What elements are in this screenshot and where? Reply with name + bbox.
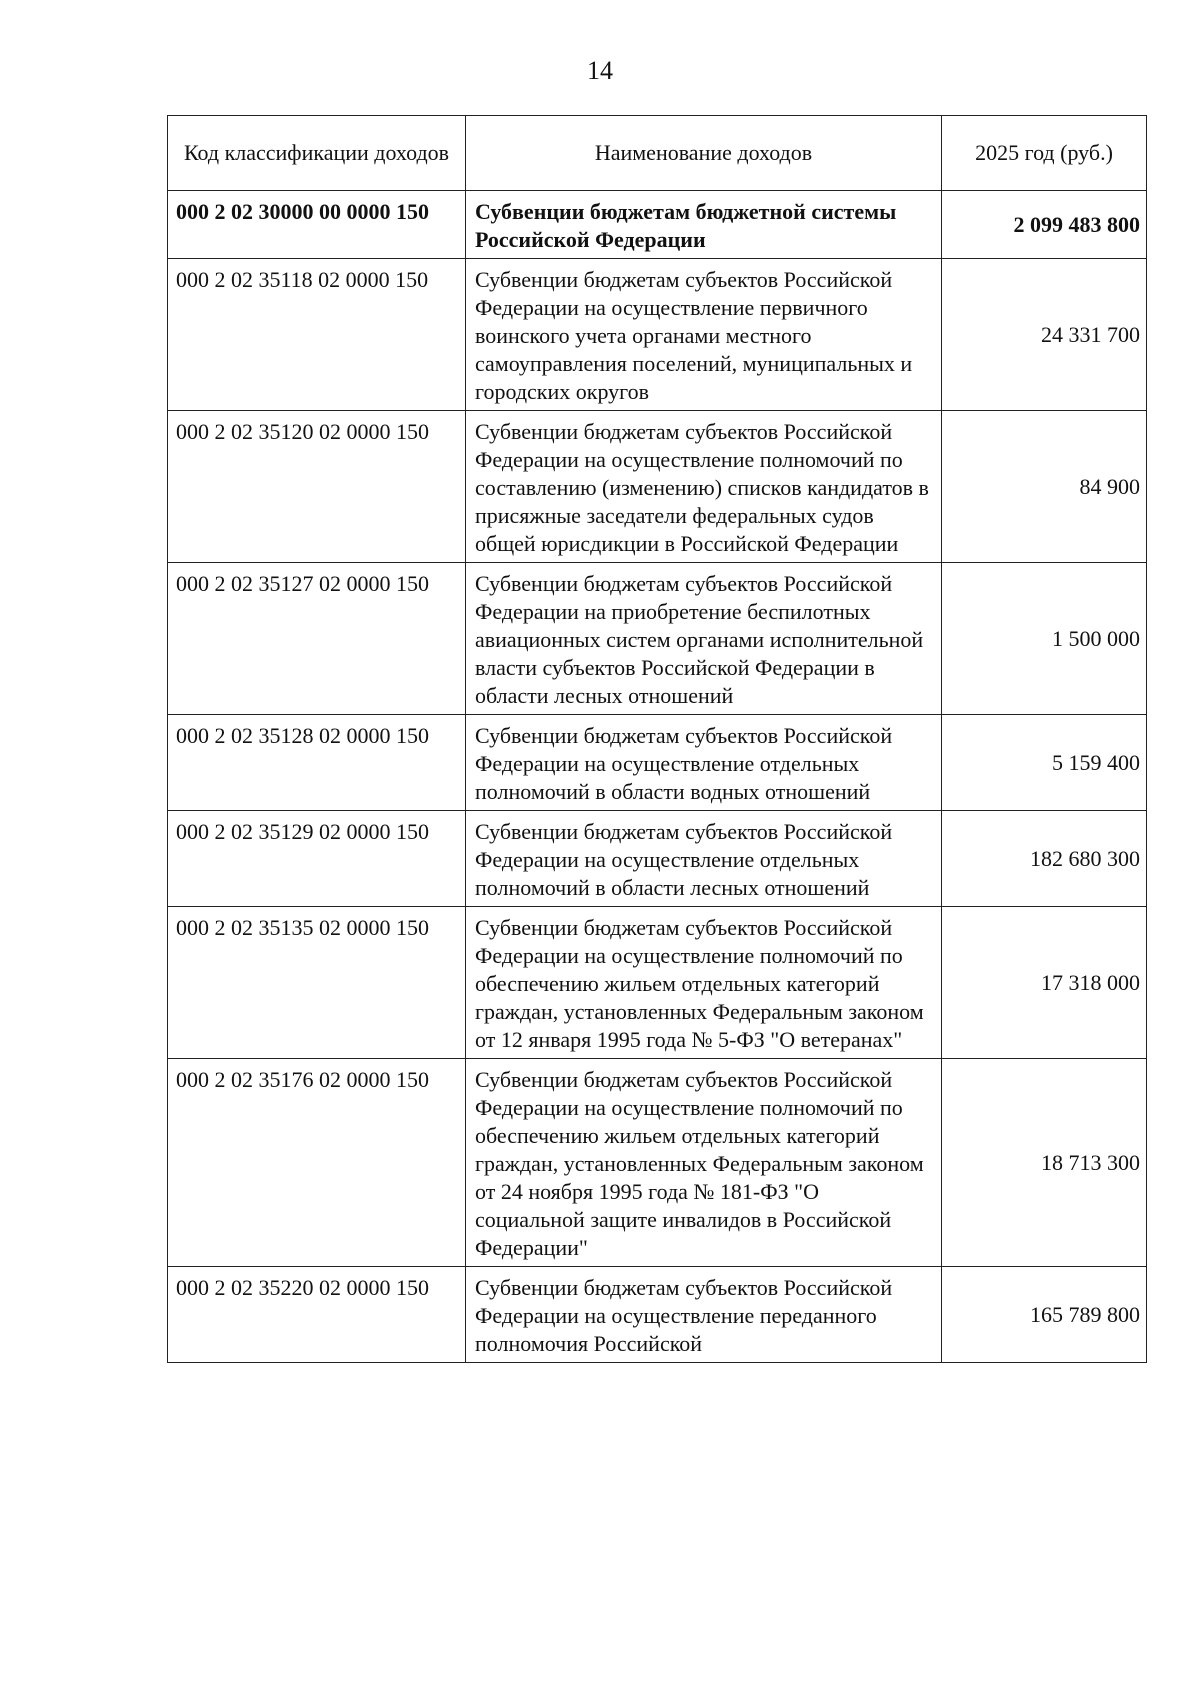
row-code: 000 2 02 35220 02 0000 150 [168,1267,466,1363]
row-name: Субвенции бюджетам субъектов Российской Федерации на осуществление полномочий по составлению (изменению) списков кандидатов в присяжные заседатели федеральных судов общей юрисдикции в Российской Федерации [466,411,942,563]
row-name: Субвенции бюджетам субъектов Российской Федерации на приобретение беспилотных авиационных систем органами исполнительной власти субъектов Российской Федерации в области лесных отношений [466,563,942,715]
table-row [168,191,1147,259]
row-amount: 5 159 400 [942,715,1147,811]
row-amount: 182 680 300 [942,811,1147,907]
row-code: 000 2 02 35128 02 0000 150 [168,715,466,811]
header-amount: 2025 год (руб.) [942,116,1147,191]
row-code: 000 2 02 30000 00 0000 150 [168,191,466,259]
row-name: Субвенции бюджетам субъектов Российской Федерации на осуществление полномочий по обеспечению жильем отдельных категорий граждан, установленных Федеральным законом от 12 января 1995 года № 5-ФЗ "О ветеранах" [466,907,942,1059]
table-row [168,411,1147,563]
row-name: Субвенции бюджетам бюджетной системы Российской Федерации [466,191,942,259]
row-code: 000 2 02 35118 02 0000 150 [168,259,466,411]
table-row [168,563,1147,715]
table-row [168,811,1147,907]
row-name: Субвенции бюджетам субъектов Российской Федерации на осуществление полномочий по обеспечению жильем отдельных категорий граждан, установленных Федеральным законом от 24 ноября 1995 года № 181-ФЗ "О социальной защите инвалидов в Российской Федерации" [466,1059,942,1267]
row-code: 000 2 02 35127 02 0000 150 [168,563,466,715]
row-amount: 165 789 800 [942,1267,1147,1363]
row-name: Субвенции бюджетам субъектов Российской Федерации на осуществление переданного полномочия Российской [466,1267,942,1363]
row-name: Субвенции бюджетам субъектов Российской Федерации на осуществление отдельных полномочий в области лесных отношений [466,811,942,907]
row-code: 000 2 02 35120 02 0000 150 [168,411,466,563]
row-name: Субвенции бюджетам субъектов Российской Федерации на осуществление отдельных полномочий в области водных отношений [466,715,942,811]
row-amount: 84 900 [942,411,1147,563]
table-row [168,907,1147,1059]
row-amount: 2 099 483 800 [942,191,1147,259]
row-amount: 17 318 000 [942,907,1147,1059]
row-code: 000 2 02 35135 02 0000 150 [168,907,466,1059]
income-table [167,115,1147,1363]
row-name: Субвенции бюджетам субъектов Российской Федерации на осуществление первичного воинского учета органами местного самоуправления поселений, муниципальных и городских округов [466,259,942,411]
header-row [168,116,1147,191]
header-code: Код классификации доходов [168,116,466,191]
table-row [168,1059,1147,1267]
row-amount: 1 500 000 [942,563,1147,715]
row-amount: 24 331 700 [942,259,1147,411]
row-code: 000 2 02 35129 02 0000 150 [168,811,466,907]
table-row [168,259,1147,411]
row-code: 000 2 02 35176 02 0000 150 [168,1059,466,1267]
table-row [168,715,1147,811]
page-number: 14 [587,56,613,85]
header-name: Наименование доходов [466,116,942,191]
row-amount: 18 713 300 [942,1059,1147,1267]
table-body [168,191,1147,1363]
table-row [168,1267,1147,1363]
table-header [168,116,1147,191]
